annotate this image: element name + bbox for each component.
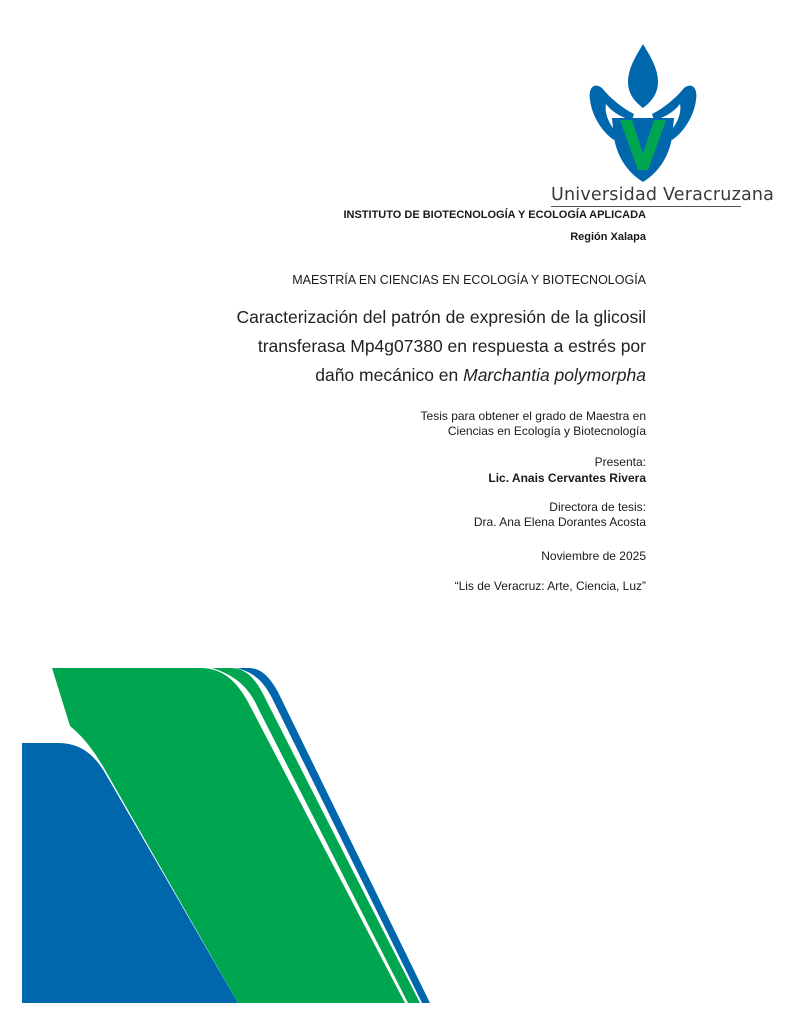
- species-name: Marchantia polymorpha: [463, 365, 646, 385]
- thesis-title-line-1: Caracterización del patrón de expresión de la glicosil: [236, 307, 646, 327]
- program-name: MAESTRÍA EN CIENCIAS EN ECOLOGÍA Y BIOTECNOLOGÍA: [292, 273, 646, 287]
- university-name: Universidad Veracruzana: [551, 185, 775, 205]
- motto-text: “Lis de Veracruz: Arte, Ciencia, Luz”: [454, 579, 646, 593]
- thesis-title-line-2: transferasa Mp4g07380 en respuesta a estrés por: [257, 336, 646, 356]
- director-name: Dra. Ana Elena Dorantes Acosta: [473, 515, 646, 529]
- director-label: Directora de tesis:: [549, 500, 646, 514]
- thesis-title-line-3: [166, 361, 646, 390]
- thesis-title: [166, 303, 646, 390]
- region-name: Región Xalapa: [570, 231, 646, 243]
- degree-line-2: Ciencias en Ecología y Biotecnología: [447, 424, 646, 438]
- presenta-label: Presenta:: [594, 455, 646, 469]
- institute-name: INSTITUTO DE BIOTECNOLOGÍA Y ECOLOGÍA APLICADA: [343, 209, 646, 221]
- degree-line-1: Tesis para obtener el grado de Maestra en: [420, 409, 646, 423]
- university-name-underline: [551, 206, 741, 207]
- university-emblem-icon: [588, 42, 698, 184]
- date-text: Noviembre de 2025: [541, 549, 646, 563]
- author-name: Lic. Anais Cervantes Rivera: [488, 471, 646, 485]
- decorative-swoosh-icon: [0, 660, 450, 1005]
- thesis-title-line-3-prefix: daño mecánico en: [315, 365, 464, 385]
